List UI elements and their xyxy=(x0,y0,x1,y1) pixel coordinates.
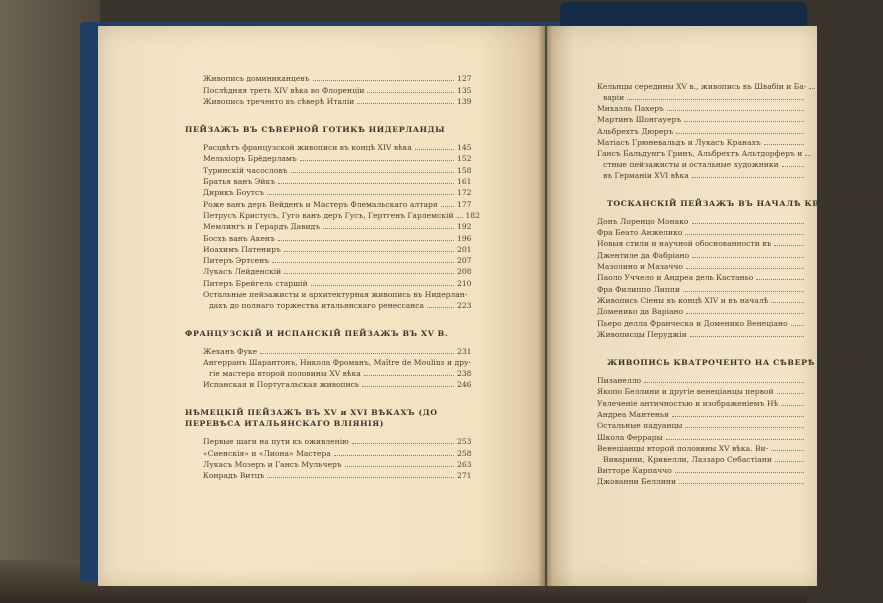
toc-entry xyxy=(597,260,807,271)
toc-leader-dots xyxy=(771,450,804,451)
toc-entry xyxy=(597,305,807,316)
toc-leader-dots xyxy=(267,194,454,195)
toc-entry-title: Питеръ Эртсенъ xyxy=(203,256,269,266)
toc-leader-dots xyxy=(683,291,804,292)
toc-leader-dots xyxy=(267,477,454,478)
toc-entry-title: Петрусъ Кристусъ, Гуго ванъ деръ Гусъ, Гертгенъ Гарлемскій xyxy=(203,210,454,220)
toc-entry-title: Жеханъ Фуке xyxy=(203,346,258,356)
toc-entry xyxy=(597,169,807,180)
toc-page-number: 139 xyxy=(457,96,472,106)
toc-leader-dots xyxy=(441,206,454,207)
toc-entry-title: Андреа Мантенья xyxy=(597,410,669,420)
toc-entry-title: Мазолино и Мазаччо xyxy=(597,262,684,272)
toc-leader-dots xyxy=(278,183,454,184)
section-heading: ЖИВОПИСЬ КВАТРОЧЕНТО НА СѢВЕРѢ ИТАЛІИ xyxy=(607,357,860,367)
toc-page-number: 253 xyxy=(457,437,472,447)
toc-entry xyxy=(203,209,481,220)
toc-entry xyxy=(597,282,807,293)
section-heading: НѢМЕЦКІЙ ПЕЙЗАЖЪ ВЪ XV и XVI ВѢКАХЪ (ДО ПЕРЕВѢСА ИТАЛЬЯНСКАГО ВЛІЯНІЯ) xyxy=(185,408,438,429)
toc-entry-title: Роже ванъ деръ Вейденъ и Мастеръ Флемальскаго алтаря xyxy=(203,199,438,209)
toc-page-number: 263 xyxy=(457,460,472,470)
toc-leader-dots xyxy=(667,110,804,111)
toc-entry xyxy=(203,378,471,389)
toc-entry-title: Братья ванъ Эйкъ xyxy=(203,177,276,187)
toc-leader-dots xyxy=(686,268,804,269)
toc-leader-dots xyxy=(284,273,454,274)
toc-leader-dots xyxy=(690,336,804,337)
toc-leader-dots xyxy=(364,375,454,376)
toc-leader-dots xyxy=(427,307,454,308)
toc-entry-title: Первые шаги на пути къ оживленію xyxy=(203,437,349,447)
toc-entry xyxy=(203,220,471,231)
toc-entry-title: Донъ Лоренцо Монако xyxy=(597,216,689,226)
toc-entry-title: Гансъ Бальдунгъ Гринъ, Альбрехтъ Альтдорферъ и xyxy=(597,149,803,159)
toc-entry-title: Мартинъ Шонгауеръ xyxy=(597,115,682,125)
toc-entry-title: Туринскій часословъ xyxy=(203,165,288,175)
right-page-contents xyxy=(597,80,883,487)
toc-leader-dots xyxy=(672,416,804,417)
section-heading: ТОСКАНСКІЙ ПЕЙЗАЖЪ ВЪ НАЧАЛѢ КВАТРОЧЕНТО xyxy=(607,198,883,208)
toc-leader-dots xyxy=(692,177,804,178)
toc-leader-dots xyxy=(675,472,804,473)
toc-entry-title: Доменико да Варіано xyxy=(597,307,684,317)
toc-entry xyxy=(597,102,807,113)
toc-entry xyxy=(597,408,807,419)
toc-entry-title: Пизанелло xyxy=(597,376,642,386)
toc-entry-title: Живопись Сіены въ концѣ XIV и въ началѣ xyxy=(597,295,769,305)
toc-entry-title: гіе мастера второй половины XV вѣка xyxy=(209,368,361,378)
toc-leader-dots xyxy=(692,257,804,258)
toc-leader-dots xyxy=(684,121,804,122)
toc-entry-title: Школа Феррары xyxy=(597,432,663,442)
toc-entry-title: въ Германіи XVI вѣка xyxy=(603,170,689,180)
toc-entry-title: Виварини, Кривелли, Лаззаро Себастіани xyxy=(603,454,772,464)
toc-leader-dots xyxy=(345,466,454,467)
toc-entry xyxy=(203,243,471,254)
toc-page-number: 210 xyxy=(457,278,472,288)
toc-entry xyxy=(203,141,471,152)
toc-entry-title: Пьеро делла Франческа и Доменико Венеціано xyxy=(597,318,788,328)
toc-leader-dots xyxy=(334,455,454,456)
toc-leader-dots xyxy=(627,99,804,100)
toc-page-number: 182 xyxy=(465,210,481,220)
toc-entry xyxy=(203,152,471,163)
toc-leader-dots xyxy=(272,262,454,263)
toc-leader-dots xyxy=(774,245,804,246)
toc-entry-title: Расцвѣтъ французской живописи въ концѣ XIV вѣка xyxy=(203,143,412,153)
toc-leader-dots xyxy=(300,160,454,161)
toc-entry xyxy=(597,419,807,430)
toc-leader-dots xyxy=(313,80,454,81)
toc-entry-title: «Сиенскія» и «Лиона» Мастера xyxy=(203,448,331,458)
toc-leader-dots xyxy=(686,313,804,314)
toc-page-number: 208 xyxy=(457,267,472,277)
toc-entry xyxy=(203,458,471,469)
toc-page-number: 271 xyxy=(457,471,472,481)
toc-entry xyxy=(597,464,807,475)
toc-entry xyxy=(597,124,807,135)
toc-entry xyxy=(597,91,807,102)
toc-page-number: 158 xyxy=(457,165,472,175)
toc-entry xyxy=(597,215,807,226)
toc-leader-dots xyxy=(323,228,454,229)
toc-entry-title: Иоахимъ Патениръ xyxy=(203,244,281,254)
toc-entry xyxy=(203,83,471,94)
toc-entry xyxy=(597,442,807,453)
toc-leader-dots xyxy=(685,234,804,235)
toc-entry-title: дахъ до полнаго торжества итальянскаго ренессанса xyxy=(209,300,425,310)
toc-entry-title: Паоло Уччело и Андреа дель Кастаньо xyxy=(597,273,754,283)
toc-entry-title: Увлеченіе античностью и изображеніемъ Нѣ xyxy=(597,398,779,408)
toc-entry xyxy=(597,453,807,464)
toc-entry xyxy=(597,226,807,237)
toc-entry-title: Фра Беато Анжелико xyxy=(597,228,683,238)
toc-entry xyxy=(597,113,807,124)
toc-entry xyxy=(203,175,471,186)
toc-page-number: 196 xyxy=(457,233,472,243)
toc-entry xyxy=(203,469,471,480)
toc-leader-dots xyxy=(352,443,454,444)
toc-entry-title: Босхъ ванъ Акенъ xyxy=(203,233,275,243)
toc-leader-dots xyxy=(676,133,804,134)
toc-leader-dots xyxy=(782,166,804,167)
toc-leader-dots xyxy=(781,405,804,406)
toc-entry xyxy=(597,248,807,259)
toc-entry-title: Джентиле да Фабріано xyxy=(597,250,690,260)
section-heading: ПЕЙЗАЖЪ ВЪ СѢВЕРНОЙ ГОТИКѢ НИДЕРЛАНДЫ xyxy=(185,124,446,134)
toc-leader-dots xyxy=(809,88,815,89)
toc-page-number: 207 xyxy=(457,256,472,266)
toc-entry xyxy=(203,72,471,83)
toc-entry xyxy=(597,316,807,327)
toc-leader-dots xyxy=(775,461,804,462)
toc-leader-dots xyxy=(791,325,804,326)
toc-entry-title: Остальные пейзажисты и архитектурная живопись въ Нидерлан- xyxy=(203,290,468,300)
toc-entry-title: Ангерранъ Шарантонъ, Никола Фроманъ, Maître de Moulins и дру- xyxy=(203,358,472,368)
toc-entry-title: Испанская и Португальская живопись xyxy=(203,380,360,390)
toc-entry xyxy=(597,374,807,385)
toc-entry-title: Альбрехтъ Дюреръ xyxy=(597,126,674,136)
toc-entry xyxy=(597,396,807,407)
toc-entry-title: Кельнцы середины XV в., живопись въ Швабіи и Ба- xyxy=(597,82,807,92)
toc-entry-title: Живопись треченто въ сѣверѣ Италіи xyxy=(203,96,355,106)
toc-entry xyxy=(203,356,471,367)
toc-page-number: 223 xyxy=(457,300,472,310)
toc-leader-dots xyxy=(415,149,454,150)
toc-leader-dots xyxy=(284,251,454,252)
toc-page-number: 258 xyxy=(457,448,472,458)
toc-leader-dots xyxy=(771,302,804,303)
toc-page-number: 152 xyxy=(457,154,472,164)
left-page-contents xyxy=(185,72,481,481)
toc-entry xyxy=(597,158,807,169)
toc-entry xyxy=(597,237,807,248)
toc-leader-dots xyxy=(764,144,804,145)
toc-entry-title: Якопо Беллини и другіе венеціанцы первой xyxy=(597,387,774,397)
toc-entry-title: Мельхіоръ Брёдерламъ xyxy=(203,154,297,164)
toc-leader-dots xyxy=(644,382,804,383)
toc-page-number: 192 xyxy=(457,222,472,232)
toc-leader-dots xyxy=(666,439,804,440)
toc-leader-dots xyxy=(260,353,454,354)
toc-entry xyxy=(203,435,471,446)
toc-entry xyxy=(597,147,807,158)
toc-entry xyxy=(597,136,807,147)
toc-leader-dots xyxy=(362,386,454,387)
toc-page-number: 127 xyxy=(457,74,472,84)
toc-page-number: 238 xyxy=(457,368,472,378)
toc-entry-title: Михаэль Пахеръ xyxy=(597,104,664,114)
toc-entry-title: Лукасъ Лейденскій xyxy=(203,267,282,277)
toc-entry xyxy=(203,446,471,457)
toc-entry xyxy=(203,299,471,310)
toc-entry-title: Живопись доминиканцевъ xyxy=(203,74,310,84)
toc-entry-title: Венеціанцы второй половины XV вѣка. Ви- xyxy=(597,443,769,453)
toc-page-number: 246 xyxy=(457,380,472,390)
toc-entry-title: Матіасъ Грюневальдъ и Лукасъ Кранахъ xyxy=(597,138,761,148)
toc-entry xyxy=(597,80,807,91)
toc-entry-title: варіи xyxy=(603,92,625,102)
toc-entry xyxy=(597,385,807,396)
toc-leader-dots xyxy=(311,285,454,286)
toc-entry-title: Живописцы Перуджіи xyxy=(597,329,687,339)
toc-leader-dots xyxy=(291,172,454,173)
toc-entry-title: стные пейзажисты и остальные художники xyxy=(603,159,779,169)
toc-entry-title: Дирикъ Боутсъ xyxy=(203,188,265,198)
toc-entry-title: Лукасъ Мозеръ и Гансъ Мульчеръ xyxy=(203,460,342,470)
toc-entry xyxy=(597,430,807,441)
toc-entry xyxy=(203,265,471,276)
book-gutter xyxy=(538,26,552,586)
toc-entry xyxy=(597,271,807,282)
toc-leader-dots xyxy=(805,155,811,156)
toc-page-number: 172 xyxy=(457,188,472,198)
toc-entry xyxy=(203,254,471,265)
toc-entry-title: Конрадъ Витцъ xyxy=(203,471,265,481)
toc-entry xyxy=(203,345,471,356)
toc-entry-title: Витторе Карпаччо xyxy=(597,465,672,475)
toc-leader-dots xyxy=(278,240,454,241)
toc-leader-dots xyxy=(367,92,454,93)
toc-entry-title: Новыя стили и научной обоснованности въ xyxy=(597,239,772,249)
toc-leader-dots xyxy=(756,279,804,280)
toc-entry-title: Джованни Беллини xyxy=(597,477,677,487)
toc-entry-title: Остальные падуанцы xyxy=(597,421,683,431)
toc-entry xyxy=(203,367,471,378)
toc-page-number: 201 xyxy=(457,244,472,254)
toc-entry xyxy=(597,294,807,305)
toc-entry xyxy=(203,186,471,197)
toc-entry xyxy=(203,197,471,208)
toc-page-number: 231 xyxy=(457,346,472,356)
toc-entry-title: Фра Филиппо Липпи xyxy=(597,284,681,294)
toc-entry xyxy=(597,328,807,339)
toc-entry xyxy=(597,475,807,486)
toc-page-number: 145 xyxy=(457,143,472,153)
toc-leader-dots xyxy=(457,217,463,218)
toc-leader-dots xyxy=(357,103,454,104)
toc-entry xyxy=(203,288,471,299)
toc-leader-dots xyxy=(685,427,804,428)
toc-page-number: 161 xyxy=(457,177,472,187)
toc-entry xyxy=(203,276,471,287)
toc-leader-dots xyxy=(777,393,804,394)
toc-entry xyxy=(203,231,471,242)
toc-leader-dots xyxy=(692,223,805,224)
toc-entry-title: Послѣдняя треть XIV вѣка во Флоренціи xyxy=(203,85,365,95)
toc-entry-title: Питеръ Брейгель старшій xyxy=(203,278,308,288)
toc-leader-dots xyxy=(679,483,804,484)
toc-page-number: 177 xyxy=(457,199,472,209)
toc-entry-title: Мемлингъ и Герардъ Давидъ xyxy=(203,222,321,232)
section-heading: ФРАНЦУЗСКІЙ И ИСПАНСКІЙ ПЕЙЗАЖЪ ВЪ XV В. xyxy=(185,328,449,338)
toc-entry xyxy=(203,95,471,106)
toc-page-number: 135 xyxy=(457,85,472,95)
toc-entry xyxy=(203,163,471,174)
